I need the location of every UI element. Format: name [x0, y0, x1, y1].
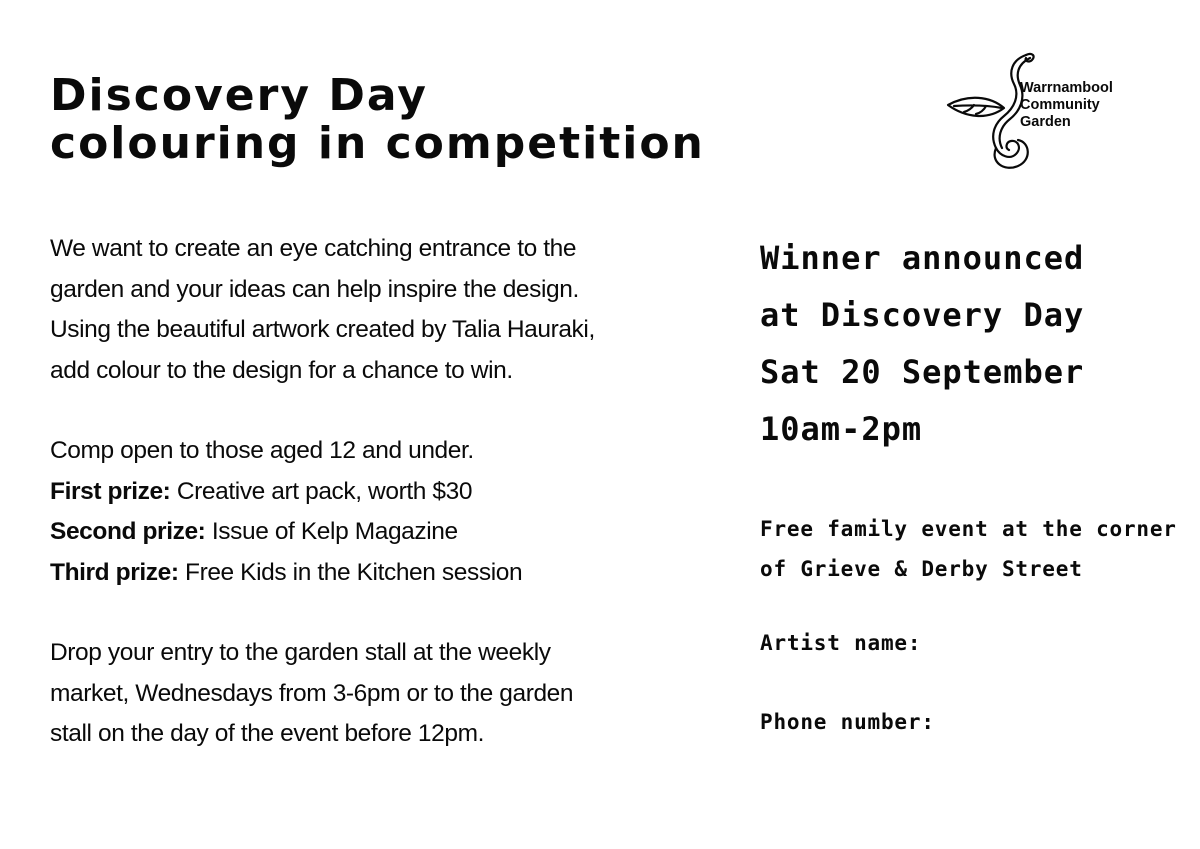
prize-third: [50, 553, 730, 594]
dropoff-line: stall on the day of the event before 12pm.: [50, 720, 485, 747]
winner-line: 10am-2pm: [760, 410, 923, 448]
winner-line: Sat 20 September: [760, 353, 1085, 391]
title-line-2: colouring in competition: [50, 118, 705, 169]
prize-value: Free Kids in the Kitchen session: [178, 558, 523, 586]
title-line-1: Discovery Day: [50, 70, 428, 121]
prize-label: Second prize:: [50, 518, 206, 545]
logo-line-1: Warrnambool: [1020, 80, 1113, 96]
page-title: [50, 72, 705, 168]
intro-paragraph: [50, 229, 730, 391]
details-column: [50, 229, 730, 755]
artist-name-label: Artist name:: [760, 631, 922, 655]
prize-label: Third prize:: [50, 558, 179, 586]
prizes-paragraph: [50, 431, 730, 593]
event-column: [760, 230, 1180, 734]
dropoff-line: Drop your entry to the garden stall at the weekly: [50, 639, 551, 666]
intro-line: We want to create an eye catching entrance to the: [50, 235, 577, 262]
event-line: of Grieve & Derby Street: [760, 557, 1083, 581]
dropoff-line: market, Wednesdays from 3-6pm or to the garden: [50, 679, 574, 707]
intro-line: garden and your ideas can help inspire the design.: [50, 275, 579, 303]
winner-line: at Discovery Day: [760, 296, 1085, 334]
dropoff-paragraph: [50, 633, 730, 755]
event-location: [760, 509, 1177, 589]
prize-first: [50, 472, 730, 513]
prize-label: First prize:: [50, 477, 171, 505]
winner-announcement: [760, 230, 1180, 458]
phone-number-label: Phone number:: [760, 710, 935, 734]
intro-line: add colour to the design for a chance to win.: [50, 356, 513, 384]
logo-line-2: Community: [1020, 97, 1100, 113]
prize-value: Issue of Kelp Magazine: [205, 518, 458, 545]
logo-wordmark: [1020, 80, 1113, 131]
prize-second: [50, 512, 730, 553]
garden-logo: [940, 50, 1150, 175]
winner-line: Winner announced: [760, 239, 1085, 277]
logo-line-3: Garden: [1020, 114, 1071, 130]
intro-line: Using the beautiful artwork created by Talia Hauraki,: [50, 316, 595, 343]
prize-value: Creative art pack, worth $30: [170, 477, 473, 505]
eligibility-text: Comp open to those aged 12 and under.: [50, 437, 474, 464]
event-line: Free family event at the corner: [760, 517, 1177, 541]
